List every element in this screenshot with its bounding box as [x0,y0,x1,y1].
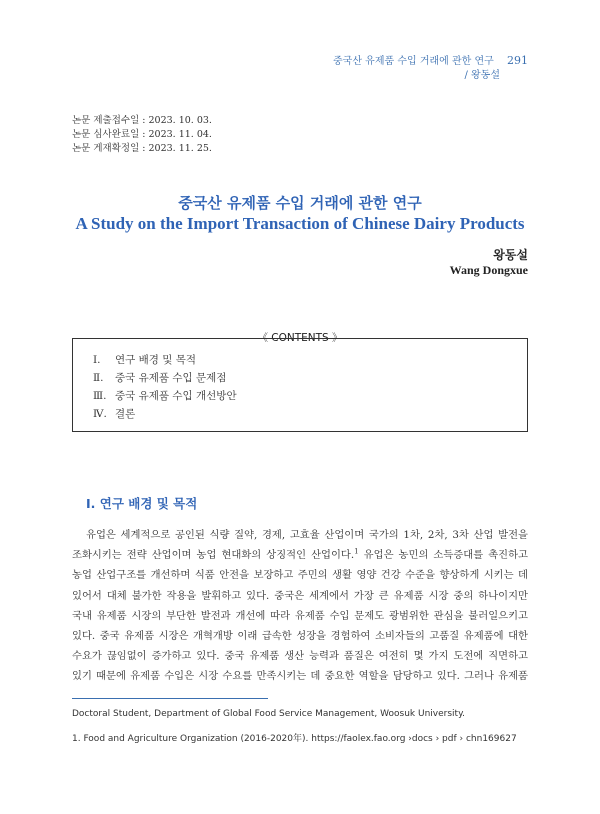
author-name-english: Wang Dongxue [449,263,528,277]
running-head-author: / 왕동설 [464,70,500,81]
footnote-divider [72,698,268,699]
paragraph-line: 수요가 끊임없이 증가하고 있다. 중국 유제품 생산 능력과 품질은 여전히 몇 가지 도전에 직면하고 [72,650,528,663]
contents-item-number: Ⅱ. [93,372,104,384]
contents-item [93,387,527,405]
contents-item-text: 중국 유제품 수입 개선방안 [115,390,237,402]
contents-item [93,405,527,423]
page-number: 291 [507,54,528,67]
section-heading: Ⅰ. 연구 배경 및 목적 [86,496,198,511]
paragraph-line: 있기 때문에 유제품 수입은 시장 수요를 만족시키는 데 중요한 역할을 담당하고 있다. 그러나 유제품 [72,670,528,683]
contents-item [93,351,527,369]
footnote-1: 1. Food and Agriculture Organization (2016-2020年). https://faolex.fao.org ›docs › pdf › chn169627 [72,734,517,744]
body-paragraph [72,525,528,687]
paragraph-line: 있다. 중국 유제품 시장은 개혁개방 이래 급속한 성장을 경험하여 소비자들의 고품질 유제품에 대한 [72,630,528,643]
date-received: 논문 제출접수일 : 2023. 10. 03. [72,115,212,126]
date-reviewed: 논문 심사완료일 : 2023. 11. 04. [72,129,212,140]
author-name-korean: 왕동설 [493,248,528,262]
footnote-affiliation: Doctoral Student, Department of Global Food Service Management, Woosuk University. [72,709,465,719]
footnote-marker[interactable]: 1 [354,547,359,556]
paragraph-line: 국내 유제품 시장의 부단한 발전과 개선에 따라 유제품 수입 문제도 광범위한 관심을 불러일으키고 [72,609,528,622]
contents-item-text: 중국 유제품 수입 문제점 [115,372,227,384]
running-head [333,54,528,83]
contents-item-number: Ⅲ. [93,390,107,402]
running-head-title: 중국산 유제품 수입 거래에 관한 연구 [333,56,494,67]
contents-item-text: 연구 배경 및 목적 [115,354,197,366]
contents-label: 《 CONTENTS 》 [257,332,343,344]
paragraph-line: 유업은 세계적으로 공인된 식량 질약, 경제, 고효율 산업이며 국가의 1차, 2차, 3차 산업 발전을 [86,529,528,541]
contents-item [93,369,527,387]
contents-item-number: Ⅰ. [93,354,101,366]
contents-box [72,338,528,432]
paragraph-line-part: 조화시키는 전략 산업이며 농업 현대화의 상징적인 산업이다. [72,549,355,562]
submission-dates [72,114,212,156]
paper-title-korean: 중국산 유제품 수입 거래에 관한 연구 [178,194,422,212]
paragraph-line: 있어서 대체 불가한 작용을 발휘하고 있다. 중국은 세계에서 가장 큰 유제품 시장 중의 하나이지만 [72,589,528,602]
contents-list [73,339,527,423]
paragraph-line-part: 유업은 농민의 소득증대를 촉진하고 [363,549,528,562]
date-accepted: 논문 게재확정일 : 2023. 11. 25. [72,143,212,154]
paper-title-english: A Study on the Import Transaction of Chinese Dairy Products [75,214,525,233]
contents-item-text: 결론 [115,408,136,420]
paragraph-line: 농업 산업구조를 개선하며 식품 안전을 보장하고 주민의 생활 영양 건강 수준을 향상하게 시키는 데 [72,569,528,582]
contents-item-number: Ⅳ. [93,408,107,420]
paragraph-line [72,545,528,565]
